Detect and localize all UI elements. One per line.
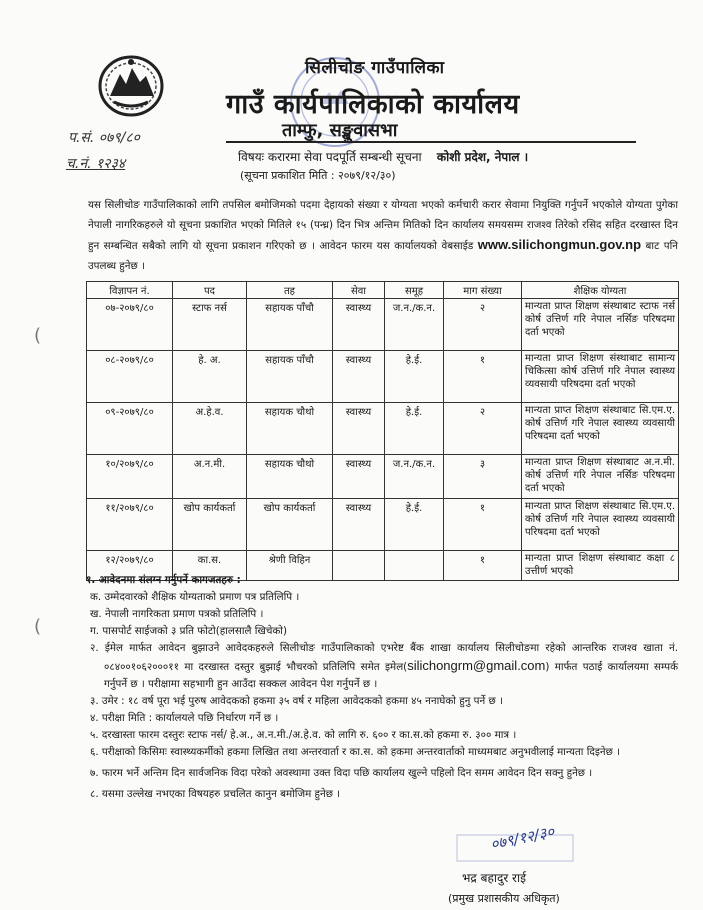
notice-subject-line bbox=[238, 148, 528, 165]
column-header: सेवा bbox=[333, 282, 385, 299]
intro-paragraph bbox=[88, 196, 678, 276]
note-1b: ख. नेपाली नागरिकता प्रमाण पत्रको प्रतिलिपि । bbox=[90, 608, 264, 620]
post-cell: खोप कार्यकर्ता bbox=[173, 499, 247, 551]
column-header: समूह bbox=[385, 282, 444, 299]
table-row bbox=[87, 351, 679, 403]
count-cell: ३ bbox=[444, 455, 522, 499]
intro-suffix: बाट पनि उपलब्ध हुनेछ । bbox=[88, 240, 679, 272]
service-cell: स्वास्थ्य bbox=[333, 351, 385, 403]
ad-number-cell: ०८-२०७९/८० bbox=[87, 351, 173, 403]
signatory-name: भद्र बहादुर राई bbox=[462, 871, 526, 885]
table-row bbox=[87, 299, 679, 351]
qualification-cell: मान्यता प्राप्त शिक्षण संस्थाबाट सामान्य चिकित्सा कोर्ष उत्तिर्ण गरि नेपाल स्वास्थ्य व्यवसायी परिषदमा दर्ता भएको bbox=[522, 351, 679, 403]
service-cell: स्वास्थ्य bbox=[333, 403, 385, 455]
notes-section bbox=[86, 572, 678, 803]
count-cell: १ bbox=[444, 551, 522, 581]
note-3: ३. उमेर : १८ वर्ष पूरा भई पुरुष आवेदकको हकमा ३५ वर्ष र महिला आवेदकको हकमा ४५ ननाघेको हुनु पर्ने छ । bbox=[90, 695, 503, 707]
group-cell: हे.ई. bbox=[385, 499, 444, 551]
ad-number-cell: १०/२०७९/८० bbox=[87, 455, 173, 499]
ad-number-cell: ०९-२०७९/८० bbox=[87, 403, 173, 455]
group-cell: ज.न./क.न. bbox=[385, 299, 444, 351]
level-cell: खोप कार्यकर्ता bbox=[247, 499, 333, 551]
qualification-cell: मान्यता प्राप्त शिक्षण संस्थाबाट अ.न.मी. कोर्ष उत्तिर्ण गरि नेपाल नर्सिङ परिषदमा दर्ता भएको bbox=[522, 455, 679, 499]
note-4: ४. परीक्षा मिति : कार्यालयले पछि निर्धारण गर्ने छ । bbox=[90, 712, 279, 724]
note-2 bbox=[86, 640, 678, 693]
count-cell: २ bbox=[444, 403, 522, 455]
count-cell: १ bbox=[444, 351, 522, 403]
group-cell: हे.ई. bbox=[385, 351, 444, 403]
group-cell: ज.न./क.न. bbox=[385, 455, 444, 499]
qualification-cell: मान्यता प्राप्त शिक्षण संस्थाबाट कक्षा ८ उत्तीर्ण भएको bbox=[522, 551, 679, 581]
level-cell: सहायक चौथो bbox=[247, 455, 333, 499]
municipality-name: सिलीचोङ गाउँपालिका bbox=[305, 58, 445, 78]
service-cell: स्वास्थ्य bbox=[333, 499, 385, 551]
note-2-text-end: ) मार्फत पठाई कार्यालयमा सम्पर्क गर्नुपर्ने छ । परीक्षामा सहभागी हुन आउँदा सक्कल आवेदन पेश गर्नुपर्ने छ । bbox=[104, 661, 678, 690]
post-cell: अ.न.मी. bbox=[173, 455, 247, 499]
government-emblem-icon bbox=[96, 52, 166, 120]
count-cell: २ bbox=[444, 299, 522, 351]
note-1a: क. उम्मेदवारको शैक्षिक योग्यताको प्रमाण पत्र प्रतिलिपि । bbox=[90, 591, 300, 603]
province-name: कोशी प्रदेश, नेपाल । bbox=[436, 150, 529, 164]
office-title: गाउँ कार्यपालिकाको कार्यालय bbox=[226, 89, 520, 120]
header-divider bbox=[226, 141, 636, 143]
post-cell: स्टाफ नर्स bbox=[173, 299, 247, 351]
signatory-title: (प्रमुख प्रशासकीय अधिकृत) bbox=[448, 892, 560, 905]
column-header: तह bbox=[247, 282, 333, 299]
post-cell: अ.हे.व. bbox=[173, 403, 247, 455]
table-row bbox=[87, 499, 679, 551]
note-1-heading: १. आवेदनमा संलग्न गर्नुपर्ने कागजतहरु : bbox=[86, 574, 241, 586]
margin-hole-mark-icon: ( bbox=[34, 616, 42, 637]
level-cell: सहायक चौथो bbox=[247, 403, 333, 455]
ad-number-cell: १२/२०७९/८० bbox=[87, 551, 173, 581]
qualification-cell: मान्यता प्राप्त शिक्षण संस्थाबाट स्टाफ नर्स कोर्ष उत्तिर्ण गरि नेपाल नर्सिङ परिषदमा दर्ता भएको bbox=[522, 299, 679, 351]
column-header: पद bbox=[173, 282, 247, 299]
qualification-cell: मान्यता प्राप्त शिक्षण संस्थाबाट सि.एम.ए. कोर्ष उत्तिर्ण गरि नेपाल स्वास्थ्य व्यवसायी परिषदमा दर्ता भएको bbox=[522, 403, 679, 455]
table-row bbox=[87, 455, 679, 499]
handwritten-dispatch-number: च.नं. १२३४ bbox=[66, 156, 126, 172]
note-2-text: २. ईमेल मार्फत आवेदन बुझाउने आवेदकहरुले सिलीचोङ गाउँपालिकाको एभरेष्ट बैंक शाखा कार्यालय सिलीचोङमा रहेको आन्तरिक राजश्व खाता नं. ०८४००१०६२०००११ मा दरखास्त दस्तुर बुझाई भौचरको प्रतिलिपि समेत इमेल( bbox=[90, 642, 678, 673]
group-cell: हे.ई. bbox=[385, 403, 444, 455]
office-location: ताम्फु, सङ्खुवासभा bbox=[282, 120, 398, 141]
note-5: ५. दरखास्ता फारम दस्तुरः स्टाफ नर्स/ हे.अ., अ.न.मी./अ.हे.व. को लागि रु. ६०० र का.स.को हकमा रु. ३०० मात्र । bbox=[90, 729, 517, 741]
ad-number-cell: ११/२०७९/८० bbox=[87, 499, 173, 551]
note-8: ८. यसमा उल्लेख नभएका विषयहरु प्रचलित कानुन बमोजिम हुनेछ । bbox=[90, 788, 341, 800]
level-cell: श्रेणी विहिन bbox=[247, 551, 333, 581]
qualification-cell: मान्यता प्राप्त शिक्षण संस्थाबाट सि.एम.ए. कोर्ष उत्तिर्ण गरि नेपाल स्वास्थ्य व्यवसायी परिषदमा दर्ता भएको bbox=[522, 499, 679, 551]
email-link[interactable]: silichongrm@gmail.com bbox=[407, 658, 546, 673]
count-cell: १ bbox=[444, 499, 522, 551]
post-cell: का.स. bbox=[173, 551, 247, 581]
vacancy-table bbox=[86, 281, 679, 581]
table-header-row bbox=[87, 282, 679, 299]
table-row bbox=[87, 403, 679, 455]
service-cell: स्वास्थ्य bbox=[333, 299, 385, 351]
margin-hole-mark-icon: ( bbox=[34, 325, 42, 346]
note-7: ७. फारम भर्ने अन्तिम दिन सार्वजनिक विदा परेको अवस्थामा उक्त विदा पछि कार्यालय खुल्ने पहिलो दिन समम आवेदन दिन सक्नु हुनेछ । bbox=[90, 767, 593, 779]
website-link[interactable]: www.silichongmun.gov.np bbox=[477, 237, 642, 252]
handwritten-reference-number: प.सं. ०७९/८० bbox=[68, 130, 140, 146]
note-6: ६. परीक्षाको किसिमः स्वास्थ्यकर्मीको हकमा लिखित तथा अन्तरवार्ता र का.स. को हकमा अन्तरवार्ताको माध्यमबाट अनुभवीलाई मान्यता दिइनेछ । bbox=[90, 746, 621, 758]
column-header: विज्ञापन नं. bbox=[87, 282, 173, 299]
note-1c: ग. पासपोर्ट साईजको ३ प्रति फोटो(हालसालै खिचेको) bbox=[90, 625, 287, 637]
ad-number-cell: ०७-२०७९/८० bbox=[87, 299, 173, 351]
column-header: शैक्षिक योग्यता bbox=[522, 282, 679, 299]
notice-subject: विषयः करारमा सेवा पदपूर्ति सम्बन्धी सूचना bbox=[238, 150, 422, 164]
column-header: माग संख्या bbox=[444, 282, 522, 299]
intro-text: यस सिलीचोङ गाउँपालिकाको लागि तपसिल बमोजिमको पदमा देहायको संख्या र योग्यता भएको कर्मचारी करार सेवामा नियुक्ति गर्नुपर्ने भएकोले योग्यता पुगेका नेपाली नागरिकहरुले यो सूचना प्रकाशित भएको मितिले १५ (पन्ध्र) दिन भित्र अन्तिम मितिको दिन कार्यालय समयसम्म राजश्व तिरेको रसिद सहित दरखास्त दिन हुन सम्बन्धित सबैको लागि यो सूचना प्रकाशन गरिएको छ । आवेदन फारम यस कार्यालयको वेबसाईड bbox=[88, 199, 678, 252]
level-cell: सहायक पाँचौ bbox=[247, 351, 333, 403]
signature-date-scrawl: ०७९/१२/३० bbox=[488, 822, 556, 854]
published-date: (सूचना प्रकाशित मिति : २०७९/१२/३०) bbox=[240, 169, 396, 182]
level-cell: सहायक पाँचौ bbox=[247, 299, 333, 351]
service-cell: स्वास्थ्य bbox=[333, 455, 385, 499]
post-cell: हे. अ. bbox=[173, 351, 247, 403]
